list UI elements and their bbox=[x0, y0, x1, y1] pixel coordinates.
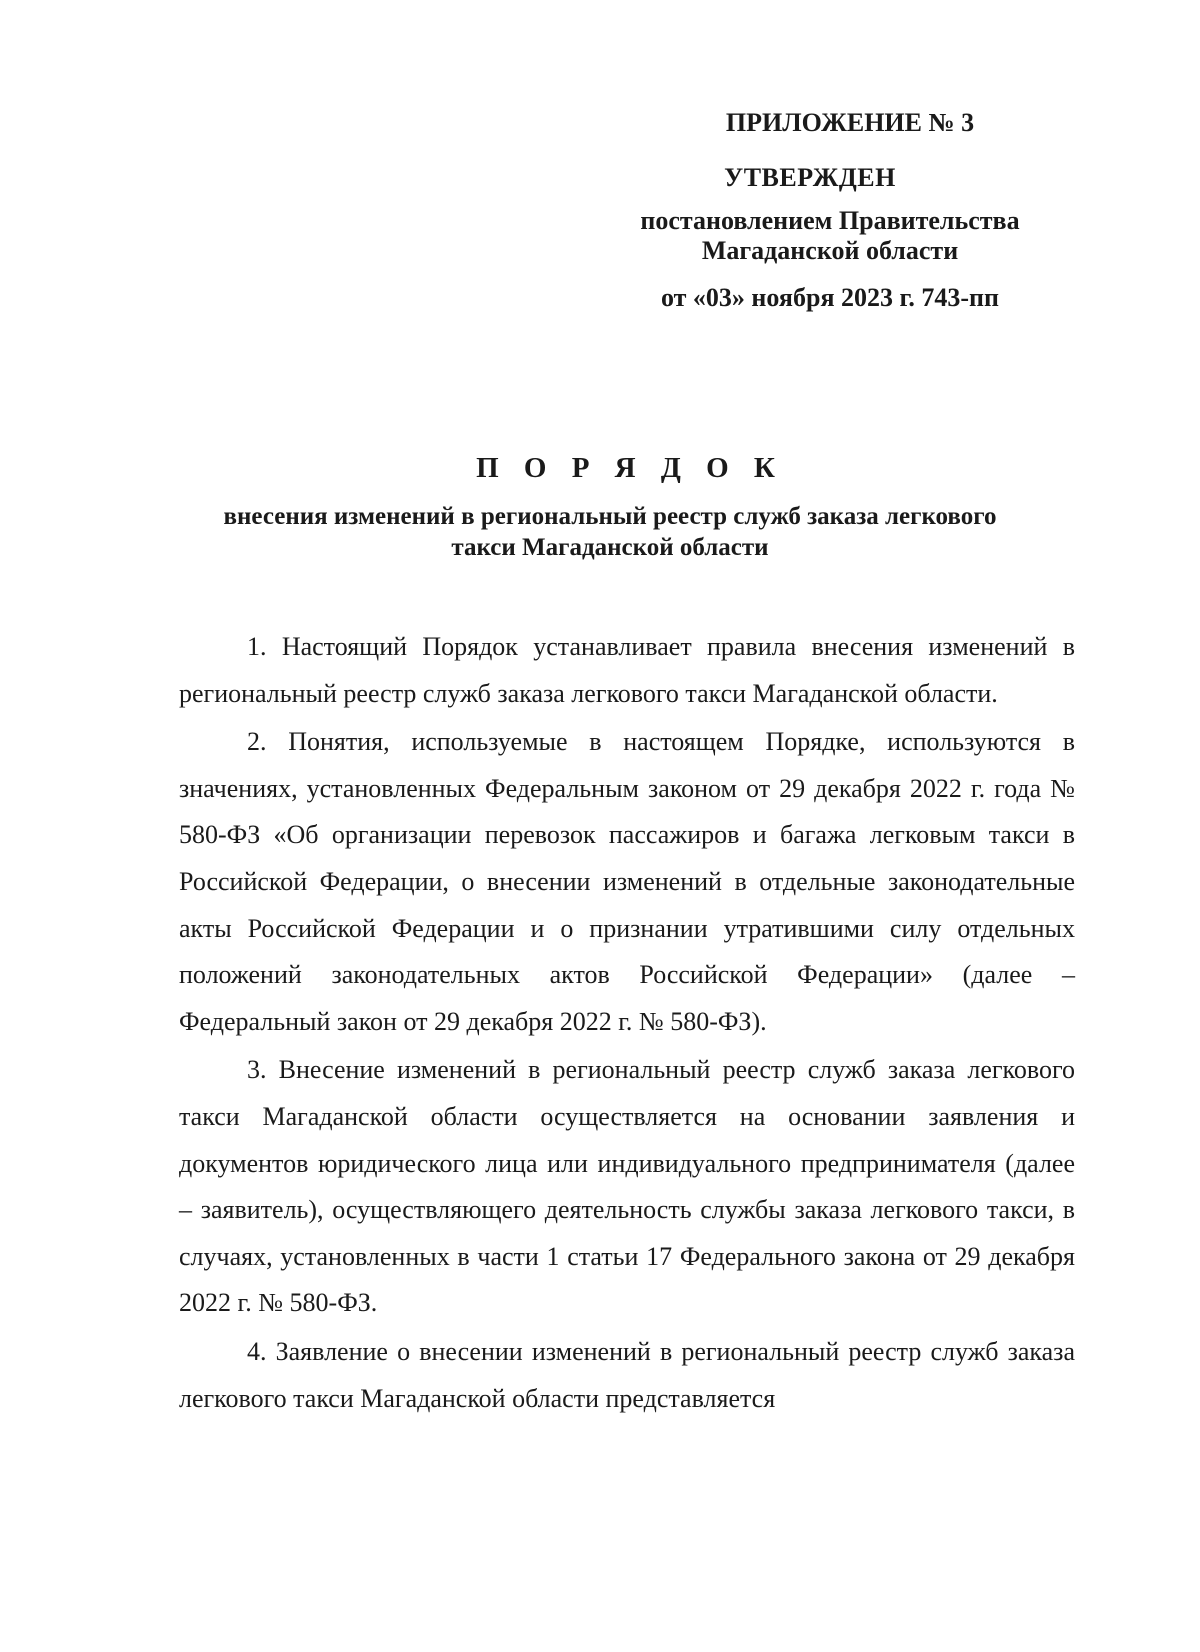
document-title-block bbox=[150, 452, 1070, 563]
document-subtitle bbox=[150, 501, 1070, 563]
document-heading: П О Р Я Д О К bbox=[476, 452, 784, 484]
approval-date: от «03» ноября 2023 г. 743-пп bbox=[661, 283, 999, 312]
subtitle-line-1: внесения изменений в региональный реестр служб заказа легкового bbox=[223, 503, 997, 530]
document-body bbox=[179, 624, 1075, 1424]
paragraph-4: 4. Заявление о внесении изменений в региональный реестр служб заказа легкового такси Магаданской области представляется bbox=[179, 1336, 1075, 1413]
approved-by-line-2: Магаданской области bbox=[701, 236, 959, 265]
paragraph-1: 1. Настоящий Порядок устанавливает правила внесения изменений в региональный реестр служб заказа легкового такси Магаданской области. bbox=[179, 632, 1075, 708]
subtitle-line-2: такси Магаданской области bbox=[451, 534, 769, 561]
approved-by-line-1: постановлением Правительства bbox=[640, 206, 1020, 235]
approval-block bbox=[560, 108, 1100, 313]
paragraph-3: 3. Внесение изменений в региональный реестр служб заказа легкового такси Магаданской области осуществляется на основании заявления и документов юридического лица или индивидуального предпринимателя (далее – заявитель), осуществляющего деятельность службы заказа легкового такси, в случаях, установленных в части 1 статьи 17 Федерального закона от 29 декабря 2022 г. № 580-ФЗ. bbox=[179, 1055, 1075, 1318]
paragraph-2: 2. Понятия, используемые в настоящем Порядке, используются в значениях, установленных Федеральным законом от 29 декабря 2022 г. года № 580-ФЗ «Об организации перевозок пассажиров и багажа легковым такси в Российской Федерации, о внесении изменений в отдельные законодательные акты Российской Федерации и о признании утратившими силу отдельных положений законодательных актов Российской Федерации» (далее – Федеральный закон от 29 декабря 2022 г. № 580-ФЗ). bbox=[179, 727, 1075, 1036]
approved-label: УТВЕРЖДЕН bbox=[724, 163, 896, 192]
annex-number: ПРИЛОЖЕНИЕ № 3 bbox=[725, 108, 975, 137]
